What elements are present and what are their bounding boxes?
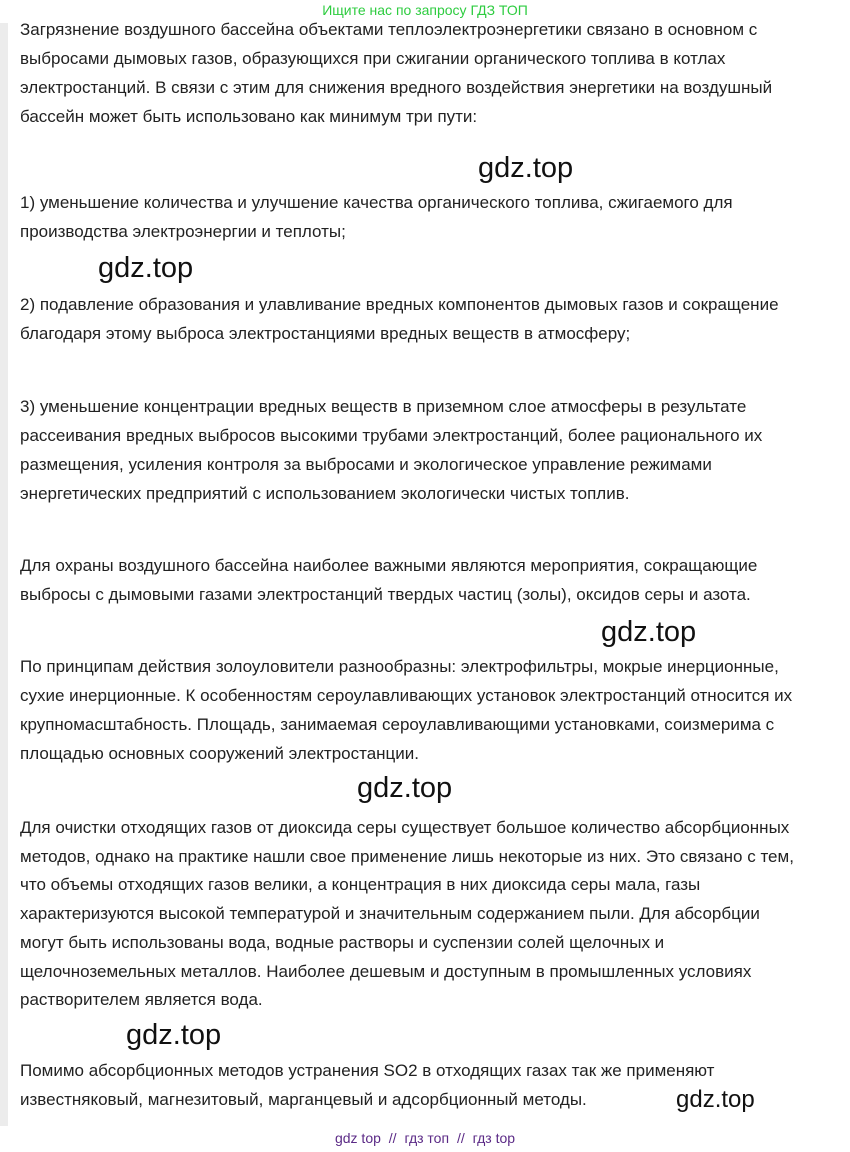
paragraph-air-protection xyxy=(20,551,757,609)
paragraph-item-3 xyxy=(20,392,762,508)
text-line: 1) уменьшение количества и улучшение качества органического топлива, сжигаемого для xyxy=(20,193,733,212)
text-line: 3) уменьшение концентрации вредных веществ в приземном слое атмосферы в результате xyxy=(20,397,747,416)
watermark: gdz.top xyxy=(676,1086,755,1113)
paragraph-absorption xyxy=(20,814,794,1015)
watermark: gdz.top xyxy=(601,616,697,648)
footer-link-gdz-top-ru[interactable]: гдз топ xyxy=(404,1130,450,1146)
text-line: электростанций. В связи с этим для снижения вредного воздействия энергетики на воздушный xyxy=(20,78,773,97)
text-line: рассеивания вредных выбросов высокими трубами электростанций, более рационального их xyxy=(20,426,763,445)
text-line: Помимо абсорбционных методов устранения SO2 в отходящих газах так же применяют xyxy=(20,1061,715,1080)
separator: // xyxy=(388,1130,397,1146)
text-line: бассейн может быть использовано как минимум три пути: xyxy=(20,107,478,126)
watermark: gdz.top xyxy=(357,772,453,804)
text-line: щелочноземельных металлов. Наиболее дешевым и доступным в промышленных условиях xyxy=(20,961,752,981)
text-line: благодаря этому выброса электростанциями вредных веществ в атмосферу; xyxy=(20,324,631,343)
separator: // xyxy=(456,1130,465,1146)
watermark: gdz.top xyxy=(98,252,194,284)
watermark: gdz.top xyxy=(126,1019,222,1051)
footer-links xyxy=(0,1128,850,1148)
text-line: Загрязнение воздушного бассейна объектами теплоэлектроэнергетики связано в основном с xyxy=(20,20,758,39)
text-line: площадью основных сооружений электростанции. xyxy=(20,744,419,763)
paragraph-intro xyxy=(20,15,772,131)
text-line: выбросами дымовых газов, образующихся при сжигании органического топлива в котлах xyxy=(20,49,726,68)
text-line: производства электроэнергии и теплоты; xyxy=(20,222,346,241)
paragraph-item-2 xyxy=(20,290,779,348)
text-line: выбросы с дымовыми газами электростанций твердых частиц (золы), оксидов серы и азота. xyxy=(20,585,751,604)
text-line: Для охраны воздушного бассейна наиболее важными являются мероприятия, сокращающие xyxy=(20,556,758,575)
search-banner: Ищите нас по запросу ГДЗ ТОП xyxy=(322,2,528,18)
paragraph-ash-collectors xyxy=(20,652,792,768)
text-line: По принципам действия золоуловители разнообразны: электрофильтры, мокрые инерционные, xyxy=(20,657,779,676)
paragraph-other-methods xyxy=(20,1057,714,1114)
text-line: известняковый, магнезитовый, марганцевый и адсорбционный методы. xyxy=(20,1089,587,1109)
text-line: размещения, усиления контроля за выбросами и экологическое управление режимами xyxy=(20,455,712,474)
paragraph-item-1 xyxy=(20,188,733,246)
watermark: gdz.top xyxy=(478,152,574,184)
text-line: методов, однако на практике нашли свое применение лишь некоторые из них. Это связано с тем, xyxy=(20,846,794,866)
text-line: крупномасштабность. Площадь, занимаемая сероулавливающими установками, соизмерима с xyxy=(20,715,775,734)
text-line: характеризуются высокой температурой и значительным содержанием пыли. Для абсорбции xyxy=(20,904,760,924)
text-line: Для очистки отходящих газов от диоксида серы существует большое количество абсорбционных xyxy=(20,818,790,837)
text-line: могут быть использованы вода, водные растворы и суспензии солей щелочных и xyxy=(20,932,665,952)
text-line: растворителем является вода. xyxy=(20,990,263,1010)
text-line: что объемы отходящих газов велики, а концентрация в них диоксида серы мала, газы xyxy=(20,875,701,895)
text-line: энергетических предприятий с использованием экологически чистых топлив. xyxy=(20,484,630,503)
text-line: сухие инерционные. К особенностям сероулавливающих установок электростанций относится их xyxy=(20,686,793,705)
footer-link-gdz-top-mixed[interactable]: гдз top xyxy=(472,1130,516,1146)
text-line: 2) подавление образования и улавливание вредных компонентов дымовых газов и сокращение xyxy=(20,295,779,314)
footer-link-gdz-top[interactable]: gdz top xyxy=(334,1130,381,1146)
